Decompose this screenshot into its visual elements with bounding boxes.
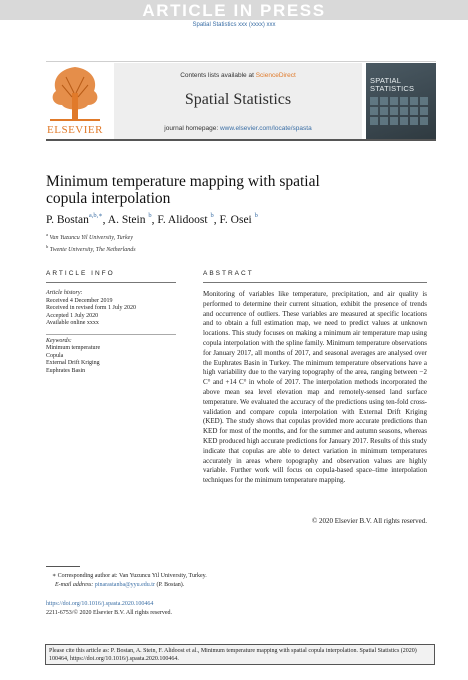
author-email-link[interactable]: pinarastanba@yyu.edu.tr	[94, 581, 155, 588]
journal-title: Spatial Statistics	[184, 91, 292, 108]
affiliations	[46, 231, 136, 254]
affiliation-mark: a	[46, 232, 48, 237]
email-label: E-mail address:	[55, 581, 94, 588]
author-2[interactable]	[108, 214, 158, 226]
citation-notice-box: Please cite this article as: P. Bostan, A. Stein, F. Alidoost et al., Minimum temperature mapping with spatial copula interpolation. Spatial Statistics (2020) 100464, https://doi.org/10.1016/j.spasta.2020.100464.	[45, 644, 435, 665]
masthead-center-panel	[114, 63, 362, 139]
homepage-line	[114, 125, 362, 132]
keyword: External Drift Kriging	[46, 360, 100, 366]
author-name: A. Stein	[107, 213, 146, 226]
issn-line: 2211-6753/© 2020 Elsevier B.V. All rights reserved.	[46, 610, 173, 616]
abstract-rule	[203, 282, 427, 283]
cover-title-line-2: STATISTICS	[370, 84, 415, 93]
author-1[interactable]	[46, 214, 108, 226]
doi-link[interactable]: https://doi.org/10.1016/j.spasta.2020.100464	[46, 601, 154, 607]
journal-homepage-link[interactable]: www.elsevier.com/locate/spasta	[219, 125, 312, 132]
keyword: Copula	[46, 352, 64, 359]
corresponding-author-footnote	[52, 572, 207, 589]
author-separator: ,	[213, 213, 220, 226]
history-label: Article history:	[46, 290, 83, 296]
email-line	[52, 581, 207, 590]
footnote-mark: ∗	[52, 573, 57, 579]
history-online: Available online xxxx	[46, 320, 99, 326]
article-info-rule	[46, 282, 176, 283]
footnote-rule	[46, 566, 80, 567]
journal-cover-thumbnail[interactable]	[366, 63, 436, 139]
cover-title-line-1: SPATIAL	[370, 76, 402, 85]
keyword: Euphrates Basin	[46, 367, 86, 374]
author-name: F. Alidoost	[157, 213, 208, 226]
affiliation-a	[46, 231, 136, 243]
article-info-column	[46, 290, 176, 375]
corresponding-line	[52, 572, 207, 581]
abstract-heading: ABSTRACT	[203, 270, 254, 277]
contents-line	[114, 72, 362, 79]
affiliation-text: Van Yuzuncu Yil University, Turkey	[49, 235, 134, 241]
corresponding-text: Corresponding author at: Van Yuzuncu Yil University, Turkey.	[57, 573, 207, 579]
author-marks[interactable]: a,b,∗	[88, 212, 103, 219]
author-marks[interactable]: b	[254, 212, 258, 219]
article-title: Minimum temperature mapping with spatial copula interpolation	[46, 173, 320, 207]
history-accepted: Accepted 1 July 2020	[46, 312, 99, 319]
author-4[interactable]	[219, 214, 257, 226]
journal-reference[interactable]: Spatial Statistics xxx (xxxx) xxx	[192, 22, 276, 28]
history-received: Received 4 December 2019	[46, 297, 113, 304]
author-separator: ,	[151, 213, 158, 226]
cover-title	[370, 77, 414, 93]
article-info-divider	[46, 334, 176, 335]
author-marks[interactable]: b	[210, 212, 214, 219]
email-suffix: (P. Bostan).	[156, 581, 185, 588]
homepage-prefix: journal homepage:	[164, 125, 220, 132]
author-name: F. Osei	[219, 213, 252, 226]
abstract-body: Monitoring of variables like temperature, precipitation, and air quality is performed to determine their current situation, exhibit the presence of trends and occurrence of outliers. These variables are measured at specific locations and to obtain a full estimation map, we need to predict values at unknown locations. This study focuses on making a minimum air temperature map using copula interpolation with the spline family. Minimum temperature observations for January 2017, all months of 2017, and seasonal averages are analysed over the Euphrates Basin in Turkey. The minimum temperature observations have a high variability due to the varying topography of the area, ranging between −2 C° and +14 C° in whole of 2017. The interpolation methods incorporated the above mean sea level elevation map and remotely-sensed land surface temperature. We evaluated the accuracy of the predictions using ten-fold cross-validation and compare copula interpolation with External Drift Kriging (KED). The study shows that copulas provided more accurate predictions than KED for most of the months, and for the summer and autumn seasons, whereas KED produced high accurate predictions for January 2017. Results of this study indicate that copulas are able to detect variation in minimum temperatures accurately in areas where topography and observation values are highly variable. Further work will focus on copula-based space–time interpolation techniques for the minimum temperature mapping.	[203, 290, 427, 485]
keyword: Minimum temperature	[46, 345, 101, 351]
author-list	[46, 212, 258, 226]
article-info-heading: ARTICLE INFO	[46, 270, 115, 277]
publisher-logo-text: ELSEVIER	[47, 124, 103, 136]
author-3[interactable]	[157, 214, 219, 226]
abstract-copyright: © 2020 Elsevier B.V. All rights reserved.	[311, 517, 427, 525]
article-in-press-banner: ARTICLE IN PRESS	[0, 0, 468, 20]
cover-pattern	[370, 97, 432, 135]
affiliation-b	[46, 243, 136, 255]
sciencedirect-link[interactable]: ScienceDirect	[255, 72, 296, 79]
affiliation-text: Twente University, The Netherlands	[49, 246, 136, 253]
affiliation-mark: b	[46, 243, 49, 249]
keywords-label: Keywords:	[46, 337, 72, 344]
author-separator: ,	[102, 213, 108, 226]
author-marks[interactable]: b	[148, 212, 152, 219]
author-name: P. Bostan	[46, 213, 89, 226]
elsevier-tree-logo[interactable]	[46, 63, 104, 137]
tree-icon	[50, 67, 100, 121]
history-revised: Received in revised form 1 July 2020	[46, 305, 136, 311]
contents-prefix: Contents lists available at	[180, 72, 256, 79]
